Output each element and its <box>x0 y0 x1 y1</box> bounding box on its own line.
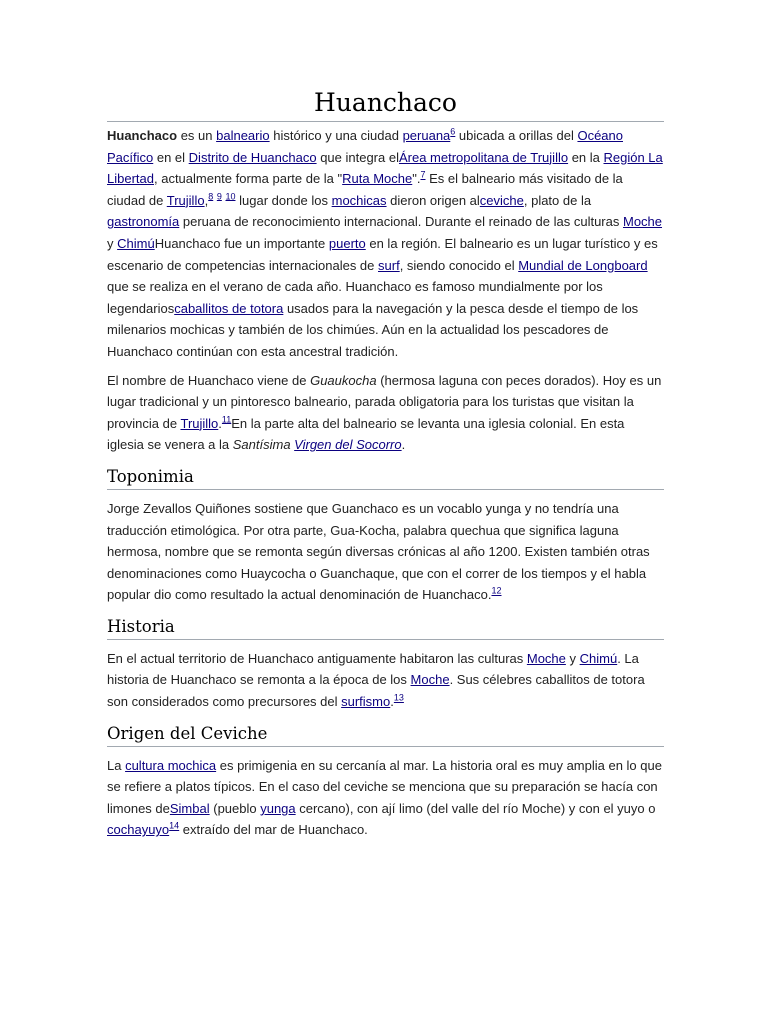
citation-9[interactable] <box>217 191 222 201</box>
citation-12[interactable] <box>491 586 501 596</box>
text: dieron origen al <box>386 192 480 208</box>
text: , plato de la <box>523 192 592 208</box>
citation-11[interactable] <box>222 414 231 424</box>
text: La <box>107 757 126 773</box>
section-heading-origen-ceviche: Origen del Ceviche <box>107 723 664 747</box>
text: (pueblo <box>209 800 261 816</box>
text: , actualmente forma parte de la " <box>153 171 343 187</box>
text: , siendo conocido el <box>399 257 519 273</box>
text: y <box>565 650 580 666</box>
text: ubicada a orillas del <box>455 128 578 143</box>
citation-link[interactable]: 14 <box>169 821 180 832</box>
citation-link[interactable]: 13 <box>393 692 404 703</box>
text: Huanchaco fue un importante <box>154 235 329 251</box>
text: Es el balneario más visitado de la ciudad de <box>107 171 623 208</box>
citation-link[interactable]: 12 <box>491 585 502 596</box>
text: En la parte alta del balneario se levanta una iglesia colonial. En esta iglesia se venera a la <box>107 415 625 453</box>
section-heading-historia: Historia <box>107 616 664 640</box>
link-area-metropolitana[interactable]: Área metropolitana de Trujillo <box>398 149 569 165</box>
link-mochicas[interactable]: mochicas <box>331 192 387 208</box>
italic-term <box>233 437 402 452</box>
text: en la región. El balneario es un lugar turístico y es escenario de competencias internacionales de <box>107 235 658 273</box>
text: que integra el <box>316 149 399 165</box>
section-heading-toponimia: Toponimia <box>107 466 664 490</box>
link-ceviche[interactable]: ceviche <box>479 192 524 208</box>
text: . <box>218 415 222 431</box>
link-moche[interactable]: Moche <box>410 672 450 688</box>
text: Santísima <box>232 437 295 453</box>
text: Jorge Zevallos Quiñones sostiene que Guanchaco es un vocablo yunga y no tendría una traducción etimológica. Por otra parte, Gua-Kocha, palabra quechua que significa laguna hermosa, nombre que se remonta según diversas crónicas al año 1200. Existen también otras denominaciones como Huaycocha o Guanchaque, que con el correr de los tiempos y el habla popular dio como resultado la actual denominación de Huanchaco. <box>107 500 650 603</box>
citation-14[interactable] <box>169 821 179 831</box>
link-cochayuyo[interactable]: cochayuyo <box>107 822 170 838</box>
link-mundial-longboard[interactable]: Mundial de Longboard <box>518 257 648 273</box>
citation-link[interactable]: 6 <box>450 126 456 137</box>
citation-link[interactable]: 7 <box>420 169 426 180</box>
text: ". <box>412 171 421 187</box>
link-gastronomia[interactable]: gastronomía <box>107 214 180 230</box>
text: En el actual territorio de Huanchaco antiguamente habitaron las culturas <box>107 650 527 666</box>
toponimia-paragraph <box>107 498 664 606</box>
citation-link[interactable]: 9 <box>216 191 222 202</box>
text: y <box>107 235 118 251</box>
ceviche-paragraph <box>107 755 664 841</box>
text: El nombre de Huanchaco viene de <box>107 372 311 388</box>
text: es un <box>177 128 217 143</box>
link-chimu[interactable]: Chimú <box>579 650 618 666</box>
link-surfismo[interactable]: surfismo <box>341 694 391 710</box>
citation-link[interactable]: 11 <box>221 414 232 425</box>
link-simbal[interactable]: Simbal <box>169 800 210 816</box>
link-chimu[interactable]: Chimú <box>117 235 155 251</box>
link-balneario[interactable]: balneario <box>216 128 270 143</box>
link-moche[interactable]: Moche <box>622 214 663 230</box>
italic-term: Guaukocha <box>310 372 377 388</box>
text: en el <box>153 149 189 165</box>
intro-paragraph <box>107 125 664 363</box>
link-oceano-pacifico[interactable]: Océano Pacífico <box>107 128 623 165</box>
citation-13[interactable] <box>394 693 404 703</box>
text: lugar donde los <box>235 192 332 208</box>
text: . Sus célebres caballitos de totora son considerados como precursores del <box>107 672 645 710</box>
text: histórico y una ciudad <box>269 128 403 143</box>
citation-link[interactable]: 8 <box>208 191 214 202</box>
link-trujillo[interactable]: Trujillo <box>166 192 205 208</box>
link-puerto[interactable]: puerto <box>328 235 366 251</box>
link-surf[interactable]: surf <box>378 257 400 273</box>
article <box>107 88 664 848</box>
bold-term: Huanchaco <box>107 128 178 143</box>
link-peruana[interactable]: peruana <box>402 128 451 143</box>
text: usados para la navegación y la pesca desde el tiempo de los milenarios mochicas y también de los chimúes. Aún en la actualidad los pescadores de Huanchaco continúan con esta ancestral tradición. <box>107 300 639 359</box>
text: , <box>204 192 209 208</box>
link-yunga[interactable]: yunga <box>260 800 296 816</box>
link-trujillo[interactable]: Trujillo <box>180 415 219 431</box>
link-distrito-huanchaco[interactable]: Distrito de Huanchaco <box>188 149 317 165</box>
text: en la <box>568 149 604 165</box>
citation-link[interactable]: 10 <box>225 191 236 202</box>
citation-10[interactable] <box>225 191 235 201</box>
name-origin-paragraph <box>107 370 664 456</box>
text: (hermosa laguna con peces dorados). Hoy es un lugar tradicional y un pintoresco balneario, parada obligatoria para los turistas que visitan la provincia de <box>107 372 662 431</box>
link-ruta-moche[interactable]: Ruta Moche <box>342 171 413 187</box>
page-title: Huanchaco <box>107 88 664 122</box>
historia-paragraph <box>107 648 664 713</box>
link-region-la-libertad[interactable]: Región La Libertad <box>107 149 663 187</box>
link-moche[interactable]: Moche <box>526 650 566 666</box>
text: peruana de reconocimiento internacional. Durante el reinado de las culturas <box>179 214 623 230</box>
link-cultura-mochica[interactable]: cultura mochica <box>125 757 217 773</box>
text: . <box>390 694 394 710</box>
text: cercano), con ají limo (del valle del río Moche) y con el yuyo o <box>295 800 656 816</box>
link-caballitos-totora[interactable]: caballitos de totora <box>174 300 284 316</box>
text: extraído del mar de Huanchaco. <box>179 822 368 838</box>
text: que se realiza en el verano de cada año. Huanchaco es famoso mundialmente por los legendarios <box>107 279 603 316</box>
text: . La historia de Huanchaco se remonta a la época de los <box>107 650 639 688</box>
text: . <box>401 437 406 453</box>
text: es primigenia en su cercanía al mar. La historia oral es muy amplia en lo que se refiere a platos típicos. En el caso del ceviche se menciona que su preparación se hacía con limones de <box>107 757 662 816</box>
link-virgen-del-socorro[interactable]: Virgen del Socorro <box>294 437 402 453</box>
citation-8[interactable] <box>208 191 213 201</box>
